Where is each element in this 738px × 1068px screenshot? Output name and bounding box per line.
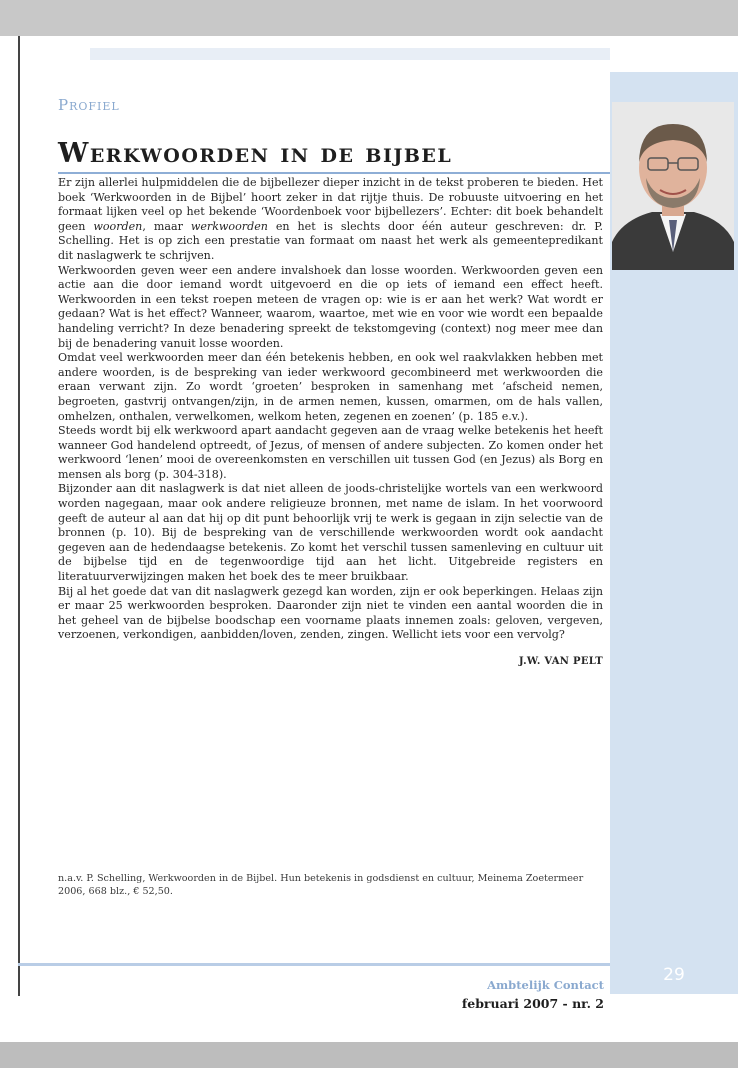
paragraph-2: Werkwoorden geven weer een andere invalshoek dan losse woorden. Werkwoorden geven een actie aan die door iemand wordt uitgevoerd en die op iets of iemand een effect heeft. Werkwoorden in een tekst roepen meteen de vragen op: wie is er aan het werk? Wat wordt er gedaan? Wat is het effect? Wanneer, waarom, waartoe, met wie en voor wie wordt een bepaalde handeling verricht? In deze benadering spreekt de tekstomgeving (context) nog meer mee dan bij de benadering vanuit losse woorden. <box>58 263 603 350</box>
paragraph-1: Er zijn allerlei hulpmiddelen die de bijbellezer dieper inzicht in de tekst proberen te bieden. Het boek ‘Werkwoorden in de Bijbel’ hoort zeker in dat rijtje thuis. De robuuste uitvoering en het formaat lijken veel op het bekende ‘Woordenboek voor bijbellezers’. Echter: dit boek behandelt geen woorden, maar werkwoorden en het is slechts door één auteur geschreven: dr. P. Schelling. Het is op zich een prestatie van formaat om naast het werk als gemeentepredikant dit naslagwerk te schrijven. <box>58 176 603 262</box>
paragraph-5: Bijzonder aan dit naslagwerk is dat niet alleen de joods-christelijke wortels van een werkwoord worden nagegaan, maar ook andere religieuze bronnen, met name de islam. In het voorwoord geeft de auteur al aan dat hij op dit punt behoorlijk vrij te werk is gegaan in zijn selectie van de bronnen (p. 10). Bij de bespreking van de verschillende werkwoorden wordt ook aandacht gegeven aan de hedendaagse betekenis. Zo komt het verschil tussen samenleving en cultuur uit de bijbelse tijd en de tegenwoordige tijd aan het licht. Uitgebreide registers en literatuurverwijzingen maken het boek des te meer bruikbaar. <box>58 482 603 584</box>
scan-top-border <box>0 0 738 36</box>
emphasis-werkwoorden: werkwoorden <box>190 219 268 233</box>
article-title: Werkwoorden in de bijbel <box>58 138 453 169</box>
paragraph-4: Steeds wordt bij elk werkwoord apart aandacht gegeven aan de vraag welke betekenis het heeft wanneer God handelend optreedt, of Jezus, of mensen of andere subjecten. Zo komen onder het werkwoord ‘lenen’ mooi de overeenkomsten en verschillen uit tussen God (en Jezus) als Borg en mensen als borg (p. 304-318). <box>58 424 603 481</box>
paragraph-6: Bij al het goede dat van dit naslagwerk gezegd kan worden, zijn er ook beperkingen. Helaas zijn er maar 25 werkwoorden besproken. Daaronder zijn niet te vinden een aantal woorden die in het geheel van de bijbelse boodschap een voorname plaats innemen zoals: geloven, vergeven, verzoenen, verkondigen, aanbidden/loven, zenden, zingen. Wellicht iets voor een vervolg? <box>58 584 603 642</box>
article-body <box>58 176 603 670</box>
author-photo <box>612 102 734 270</box>
footer-rule <box>18 963 610 966</box>
emphasis-woorden: woorden <box>93 219 143 233</box>
portrait-image <box>612 102 734 270</box>
page-spine-edge <box>0 36 20 996</box>
header-strip <box>90 48 610 60</box>
issue-info: februari 2007 - nr. 2 <box>461 996 604 1011</box>
scan-bottom-border <box>0 1042 738 1068</box>
journal-name: Ambtelijk Contact <box>487 978 604 992</box>
paragraph-3: Omdat veel werkwoorden meer dan één betekenis hebben, en ook wel raakvlakken hebben met andere woorden, is de bespreking van ieder werkwoord gecombineerd met werkwoorden die eraan verwant zijn. Zo wordt ‘groeten’ besproken in samenhang met ‘afscheid nemen, begroeten, gastvrij ontvangen/zijn, in de armen nemen, kussen, omarmen, om de hals vallen, omhelzen, onthalen, verwelkomen, welkom heten, zegenen en zoenen’ (p. 185 e.v.). <box>58 351 603 423</box>
section-label: Profiel <box>58 96 120 114</box>
page-number: 29 <box>663 965 685 985</box>
title-underline <box>58 172 610 174</box>
author-signature: J.W. VAN PELT <box>518 656 603 667</box>
book-reference: n.a.v. P. Schelling, Werkwoorden in de Bijbel. Hun betekenis in godsdienst en cultuur, Meinema Zoetermeer 2006, 668 blz., € 52,50. <box>58 873 584 897</box>
